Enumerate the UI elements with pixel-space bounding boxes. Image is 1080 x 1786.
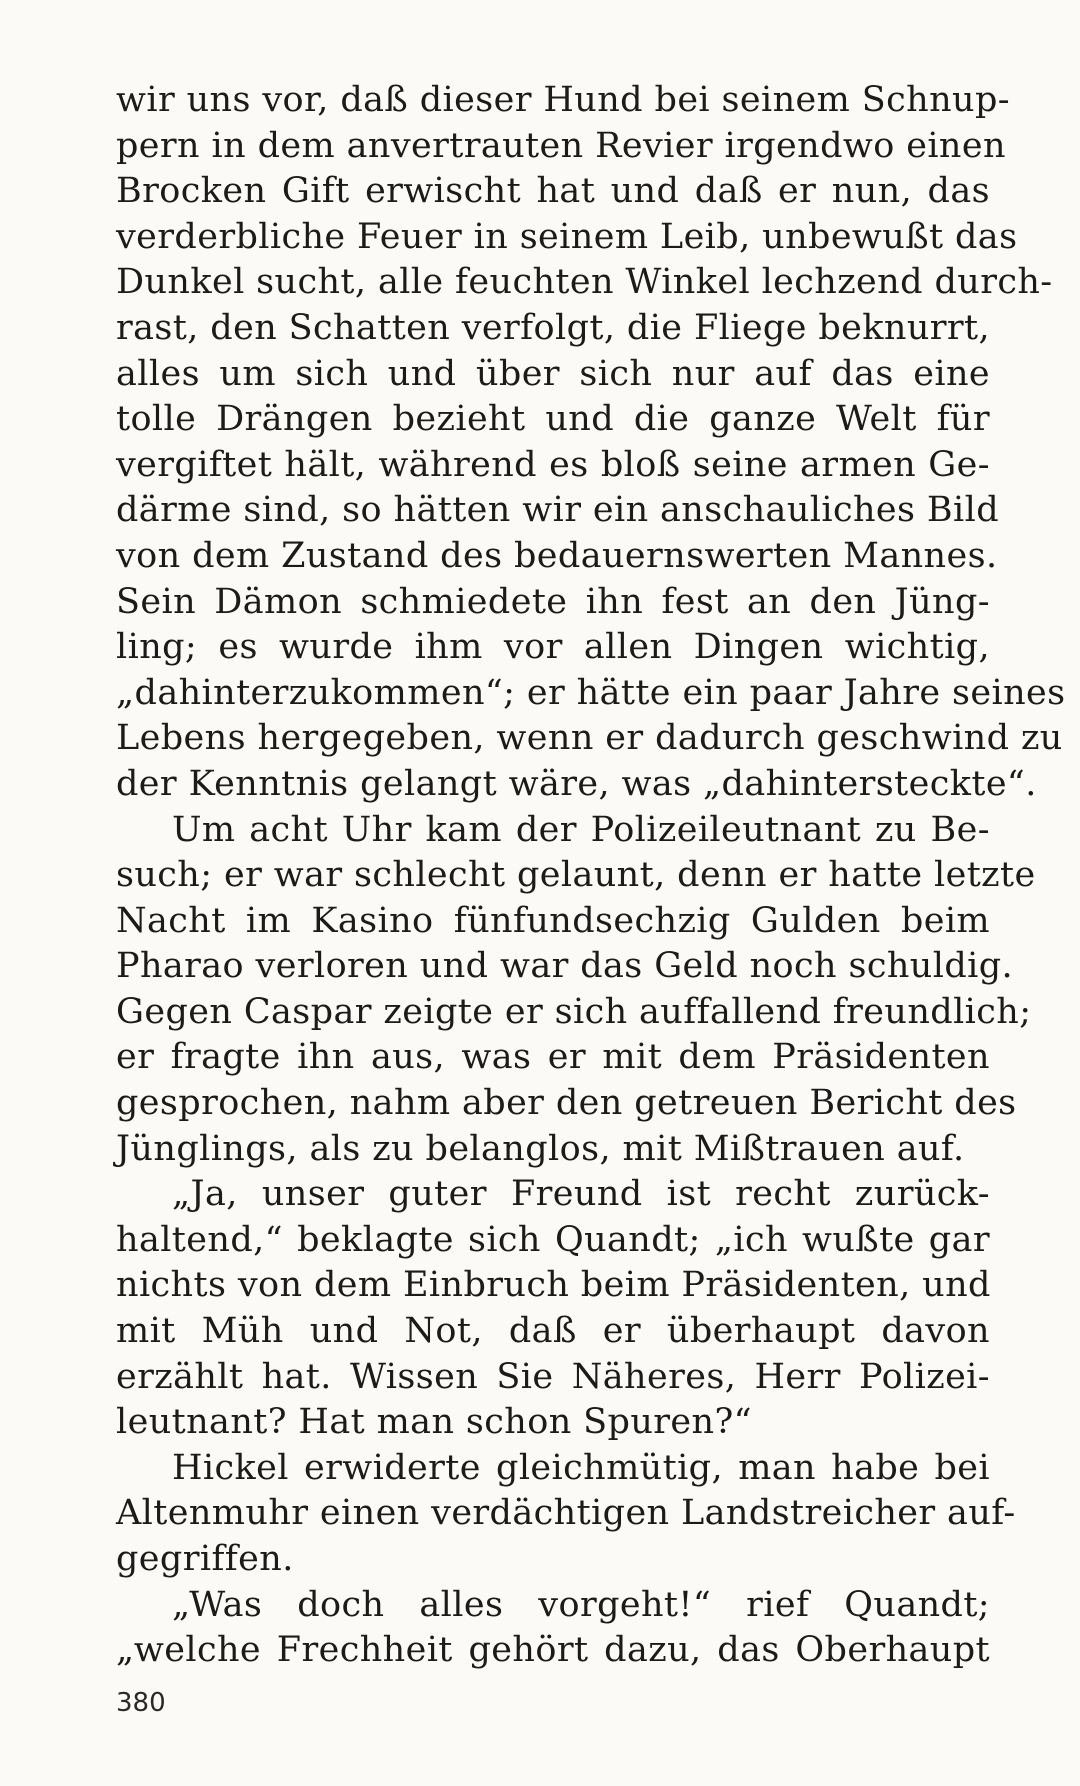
text-line: Lebens hergegeben, wenn er dadurch geschwind zu	[116, 718, 1063, 759]
text-line: tolle Drängen bezieht und die ganze Welt für	[116, 399, 990, 440]
text-line: rast, den Schatten verfolgt, die Fliege beknurrt,	[116, 307, 991, 348]
page-number: 380	[116, 1688, 166, 1718]
text-line: „dahinterzukommen“; er hätte ein paar Jahre seines	[116, 672, 1066, 713]
text-line: er fragte ihn aus, was er mit dem Präsidenten	[116, 1037, 990, 1078]
text-line: von dem Zustand des bedauernswerten Mannes.	[116, 535, 998, 576]
text-line: Nacht im Kasino fünfundsechzig Gulden beim	[116, 900, 990, 941]
text-line: vergiftet hält, während es bloß seine armen Ge-	[116, 444, 990, 485]
text-line: Brocken Gift erwischt hat und daß er nun, das	[116, 171, 990, 212]
text-line: leutnant? Hat man schon Spuren?“	[116, 1402, 752, 1443]
text-line: mit Müh und Not, daß er überhaupt davon	[116, 1311, 990, 1352]
text-line: nichts von dem Einbruch beim Präsidenten, und	[116, 1265, 991, 1306]
text-line: wir uns vor, daß dieser Hund bei seinem Schnup-	[116, 80, 1011, 120]
text-line: „welche Frechheit gehört dazu, das Oberhaupt	[116, 1630, 990, 1671]
text-line: such; er war schlecht gelaunt, denn er hatte letzte	[116, 855, 1036, 896]
text-line: pern in dem anvertrauten Revier irgendwo einen	[116, 125, 1006, 166]
text-line: verderbliche Feuer in seinem Leib, unbewußt das	[116, 216, 1018, 257]
text-line: „Was doch alles vorgeht!“ rief Quandt;	[172, 1584, 990, 1625]
text-line: därme sind, so hätten wir ein anschauliches Bild	[116, 490, 1000, 531]
text-line: Um acht Uhr kam der Polizeileutnant zu Be-	[172, 809, 990, 850]
text-line: gegriffen.	[116, 1539, 294, 1579]
text-line: alles um sich und über sich nur auf das eine	[116, 353, 990, 394]
text-line: Hickel erwiderte gleichmütig, man habe bei	[172, 1447, 990, 1488]
text-line: ling; es wurde ihm vor allen Dingen wichtig,	[116, 627, 990, 668]
text-line: erzählt hat. Wissen Sie Näheres, Herr Polizei-	[116, 1356, 990, 1397]
text-line: Dunkel sucht, alle feuchten Winkel lechzend durch-	[116, 262, 1053, 303]
text-line: haltend,“ beklagte sich Quandt; „ich wußte gar	[116, 1219, 990, 1260]
text-line: der Kenntnis gelangt wäre, was „dahintersteckte“.	[116, 763, 1037, 804]
text-line: Altenmuhr einen verdächtigen Landstreicher auf-	[116, 1493, 1016, 1534]
text-line: Gegen Caspar zeigte er sich auffallend freundlich;	[116, 991, 1032, 1032]
text-line: Pharao verloren und war das Geld noch schuldig.	[116, 946, 1014, 987]
text-line: Jünglings, als zu belanglos, mit Mißtrauen auf.	[116, 1128, 965, 1169]
text-line: „Ja, unser guter Freund ist recht zurück-	[172, 1174, 990, 1215]
text-line: Sein Dämon schmiedete ihn fest an den Jüng-	[116, 581, 990, 622]
body-text	[116, 78, 1066, 1674]
text-line: gesprochen, nahm aber den getreuen Bericht des	[116, 1083, 1017, 1124]
